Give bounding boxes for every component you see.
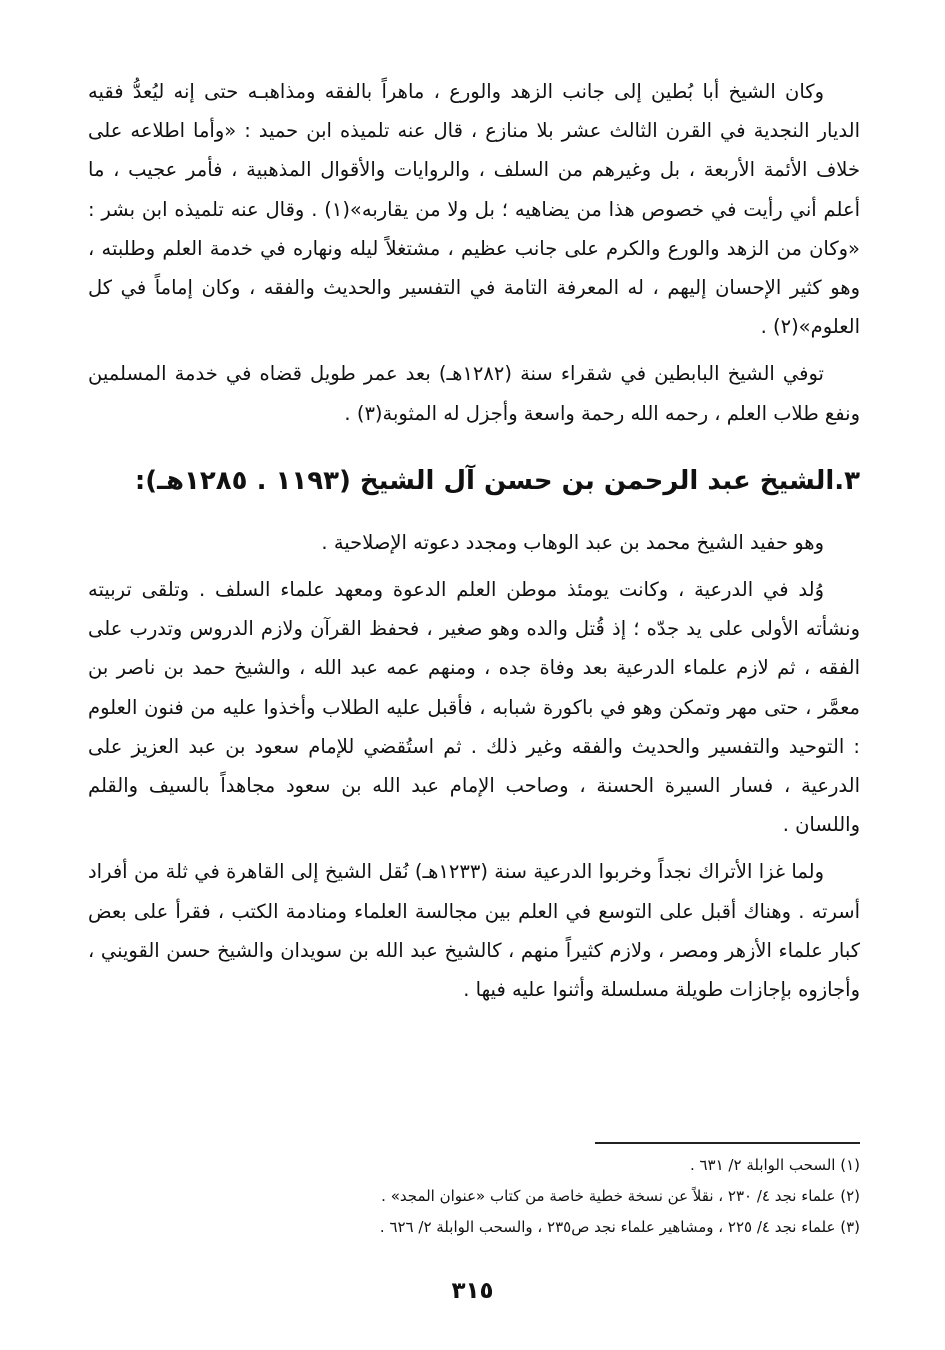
paragraph-abu-butain-scholarship: وكان الشيخ أبا بُطين إلى جانب الزهد والورع ، ماهراً بالفقه ومذاهبـه حتى إنه ليُعدُّ فقيه الديار النجدية في القرن الثالث عشر بلا منازع ، قال عنه تلميذه ابن حميد : «وأما اطلاعه على خلاف الأئمة الأربعة ، بل وغيرهم من السلف ، والروايات والأقوال المذهبية ، فأمر عجيب ، ما أعلم أني رأيت في خصوص هذا من يضاهيه ؛ بل ولا من يقاربه»(١) . وقال عنه تلميذه ابن بشر : «وكان من الزهد والورع والكرم على جانب عظيم ، مشتغلاً ليله ونهاره في خدمة العلم وطلبته ، وهو كثير الإحسان إليهم ، له المعرفة التامة في التفسير والحديث والفقه ، وكان إماماً في كل العلوم»(٢) . [88,80,860,339]
page-number: ٣١٥ [451,1278,494,1304]
paragraph-upbringing: وُلد في الدرعية ، وكانت يومئذ موطن العلم الدعوة ومعهد علماء السلف . وتلقى تربيته ونشأته الأولى على يد جدّه ؛ إذ قُتل والده وهو صغير ، فحفظ القرآن ولازم الدروس وتدرب على الفقه ، ثم لازم علماء الدرعية بعد وفاة جده ، ومنهم عمه عبد الله ، والشيخ حمد بن ناصر بن معمَّر ، حتى مهر وتمكن وهو في باكورة شبابه ، فأقبل عليه الطلاب وأخذوا عليه من فنون العلوم : التوحيد والتفسير والحديث والفقه وغير ذلك . ثم استُقضي للإمام سعود بن عبد العزيز على الدرعية ، فسار السيرة الحسنة ، وصاحب الإمام عبد الله بن سعود مجاهداً بالسيف والقلم واللسان . [88,578,860,837]
footnote-3: (٣) علماء نجد ٤/ ٢٢٥ ، ومشاهير علماء نجد ص٢٣٥ ، والسحب الوابلة ٢/ ٦٢٦ . [379,1218,860,1236]
paragraph-lineage: وهو حفيد الشيخ محمد بن عبد الوهاب ومجدد دعوته الإصلاحية . [321,530,824,554]
footnotes [88,1142,860,1243]
section-heading: ٣.الشيخ عبد الرحمن بن حسن آل الشيخ (١١٩٣ . ١٢٨٥هـ): [134,465,860,496]
paragraph-abu-butain-death: توفي الشيخ البابطين في شقراء سنة (١٢٨٢هـ) بعد عمر طويل قضاه في خدمة المسلمين ونفع طلاب العلم ، رحمه الله رحمة واسعة وأجزل له المثوبة(٣) . [88,362,860,425]
main-text [88,72,860,1009]
footnote-1: (١) السحب الوابلة ٢/ ٦٣١ . [689,1156,860,1174]
footnote-divider [595,1142,860,1144]
paragraph-cairo: ولما غزا الأتراك نجداً وخربوا الدرعية سنة (١٢٣٣هـ) نُقل الشيخ إلى القاهرة في ثلة من أفراد أسرته . وهناك أقبل على التوسع في العلم بين مجالسة العلماء ومنادمة الكتب ، فقرأ على بعض كبار علماء الأزهر ومصر ، ولازم كثيراً منهم ، كالشيخ عبد الله بن سويدان والشيخ حسن القويني ، وأجازوه بإجازات طويلة مسلسلة وأثنوا عليه فيها . [88,860,860,1002]
footnote-2: (٢) علماء نجد ٤/ ٢٣٠ ، نقلاً عن نسخة خطية خاصة من كتاب «عنوان المجد» . [381,1187,860,1205]
